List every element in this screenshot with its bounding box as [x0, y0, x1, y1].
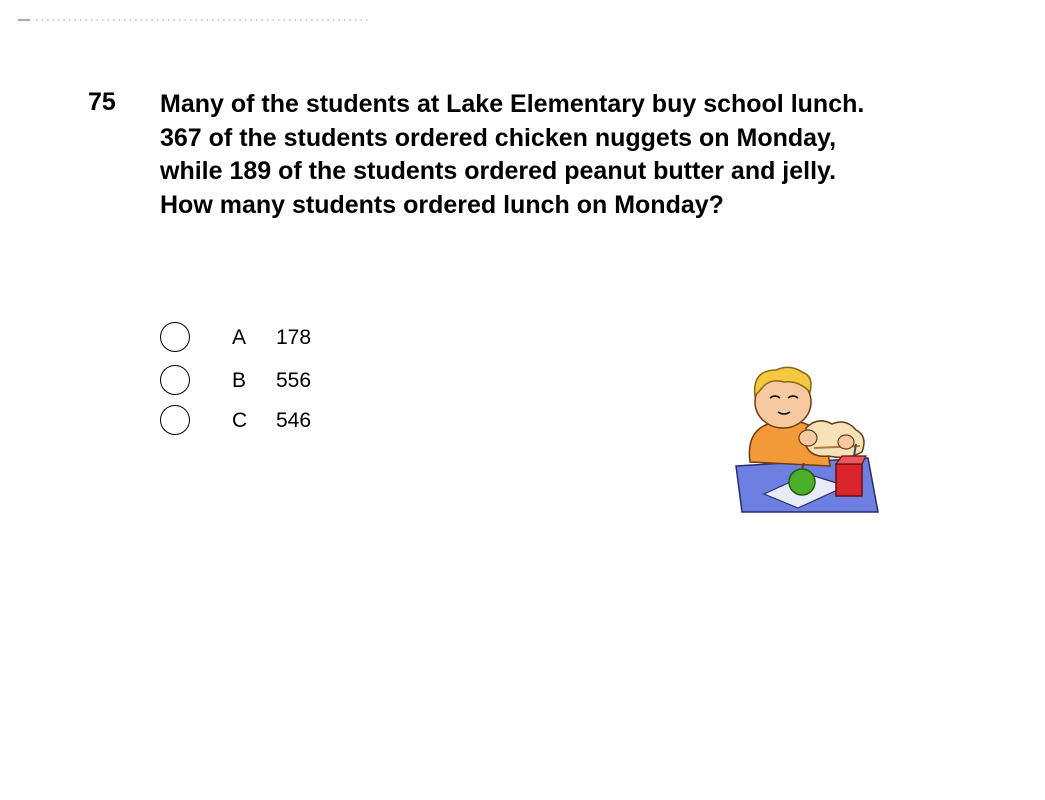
juice-box-shape [836, 464, 862, 496]
choice-letter: C [232, 409, 248, 432]
choice-value: 546 [276, 409, 312, 432]
choice-value: 556 [276, 369, 312, 392]
radio-button-c[interactable] [160, 405, 190, 435]
choice-value: 178 [276, 326, 312, 349]
question-number: 75 [88, 88, 116, 116]
question-line: Many of the students at Lake Elementary buy school lunch. [160, 90, 865, 118]
choice-letter: B [232, 369, 247, 392]
radio-button-a[interactable] [160, 322, 190, 352]
header-dotted-line [18, 16, 368, 24]
question-text [160, 88, 990, 222]
answer-choice-c[interactable] [158, 405, 378, 441]
question-line: while 189 of the students ordered peanut butter and jelly. [160, 157, 837, 185]
question-line: How many students ordered lunch on Monday? [160, 190, 724, 219]
answer-choice-a[interactable] [158, 322, 378, 358]
boy-eating-lunch-clipart [728, 362, 883, 520]
question-line: 367 of the students ordered chicken nuggets on Monday, [160, 123, 837, 152]
choice-letter: A [232, 326, 247, 349]
radio-button-b[interactable] [160, 365, 190, 395]
apple-shape [789, 469, 815, 495]
answer-choice-b[interactable] [158, 365, 378, 401]
